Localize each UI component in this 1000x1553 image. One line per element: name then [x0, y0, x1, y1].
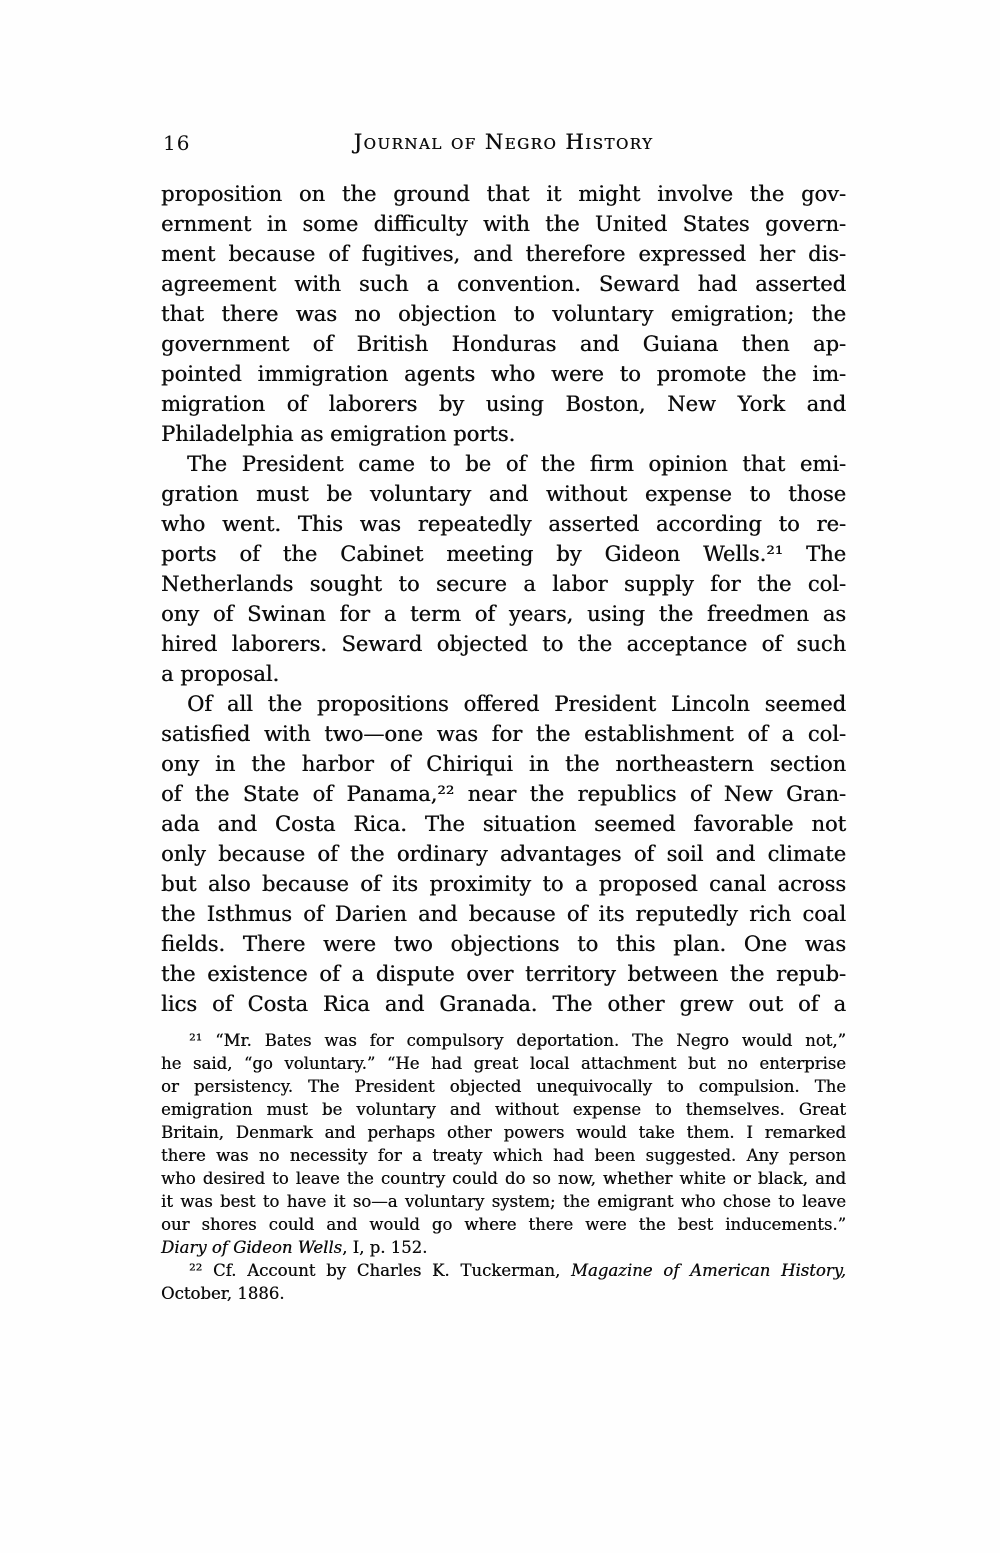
text-line: gration must be voluntary and without expense to those [161, 482, 846, 506]
text-line: ports of the Cabinet meeting by Gideon Wells.²¹ The [161, 542, 846, 566]
footnote-21 [161, 1029, 846, 1259]
text-line: The President came to be of the firm opinion that emi- [187, 452, 846, 476]
footnote-line: it was best to have it so—a voluntary system; the emigrant who chose to leave [161, 1192, 846, 1211]
paragraph-2 [161, 449, 846, 689]
footnote-line: or persistency. The President objected unequivocally to compulsion. The [161, 1077, 846, 1096]
text-line: that there was no objection to voluntary emigration; the [161, 302, 846, 326]
text-line: lics of Costa Rica and Granada. The other grew out of a [161, 992, 846, 1016]
text-line: agreement with such a convention. Seward had asserted [161, 272, 846, 296]
text-line: ada and Costa Rica. The situation seemed favorable not [161, 812, 846, 836]
text-line: Netherlands sought to secure a labor supply for the col- [161, 572, 846, 596]
text-line: of the State of Panama,²² near the republics of New Gran- [161, 782, 846, 806]
paragraph-1 [161, 179, 846, 449]
footnote-source-line [161, 1236, 846, 1259]
text-line: Philadelphia as emigration ports. [161, 422, 516, 446]
text-line: hired laborers. Seward objected to the acceptance of such [161, 632, 846, 656]
text-line: ony of Swinan for a term of years, using the freedmen as [161, 602, 846, 626]
footnote-source-title: Diary of Gideon Wells [161, 1238, 343, 1257]
text-line: the Isthmus of Darien and because of its reputedly rich coal [161, 902, 846, 926]
text-line: a proposal. [161, 662, 280, 686]
text-line: but also because of its proximity to a proposed canal across [161, 872, 846, 896]
journal-title: Journal of Negro History [353, 130, 654, 154]
text-line: government of British Honduras and Guiana then ap- [161, 332, 846, 356]
text-line: proposition on the ground that it might involve the gov- [161, 182, 846, 206]
footnote-line: who desired to leave the country could do so now, whether white or black, and [161, 1169, 846, 1188]
footnote-line: Britain, Denmark and perhaps other powers would take them. I remarked [161, 1123, 846, 1142]
text-line: satisfied with two—one was for the establishment of a col- [161, 722, 846, 746]
text-line: only because of the ordinary advantages of soil and climate [161, 842, 846, 866]
footnote-line: there was no necessity for a treaty which had been suggested. Any person [161, 1146, 846, 1165]
text-line: ony in the harbor of Chiriqui in the northeastern section [161, 752, 846, 776]
text-line: pointed immigration agents who were to promote the im- [161, 362, 846, 386]
footnotes [161, 1029, 846, 1305]
paragraph-3 [161, 689, 846, 1019]
text-line: migration of laborers by using Boston, New York and [161, 392, 846, 416]
footnote-source-citation: , I, p. 152. [342, 1238, 428, 1257]
body-text [161, 179, 846, 1019]
footnote-line: he said, “go voluntary.” “He had great local attachment but no enterprise [161, 1054, 846, 1073]
text-line: the existence of a dispute over territory between the repub- [161, 962, 846, 986]
text-line: Of all the propositions offered President Lincoln seemed [187, 692, 846, 716]
page-number: 16 [163, 131, 191, 155]
footnote-22 [161, 1259, 846, 1305]
text-line: who went. This was repeatedly asserted according to re- [161, 512, 846, 536]
footnote-line: October, 1886. [161, 1284, 285, 1303]
running-header [161, 130, 846, 158]
text-line: ernment in some difficulty with the United States govern- [161, 212, 846, 236]
footnote-line [161, 1259, 846, 1282]
footnote-source-title: Magazine of American History, [571, 1261, 846, 1280]
text-line: fields. There were two objections to this plan. One was [161, 932, 846, 956]
footnote-text: ²² Cf. Account by Charles K. Tuckerman, [189, 1261, 571, 1280]
footnote-line: emigration must be voluntary and without expense to themselves. Great [161, 1100, 846, 1119]
footnote-line: our shores could and would go where there were the best inducements.” [161, 1215, 846, 1234]
text-line: ment because of fugitives, and therefore expressed her dis- [161, 242, 846, 266]
footnote-line: ²¹ “Mr. Bates was for compulsory deportation. The Negro would not,” [189, 1031, 846, 1050]
